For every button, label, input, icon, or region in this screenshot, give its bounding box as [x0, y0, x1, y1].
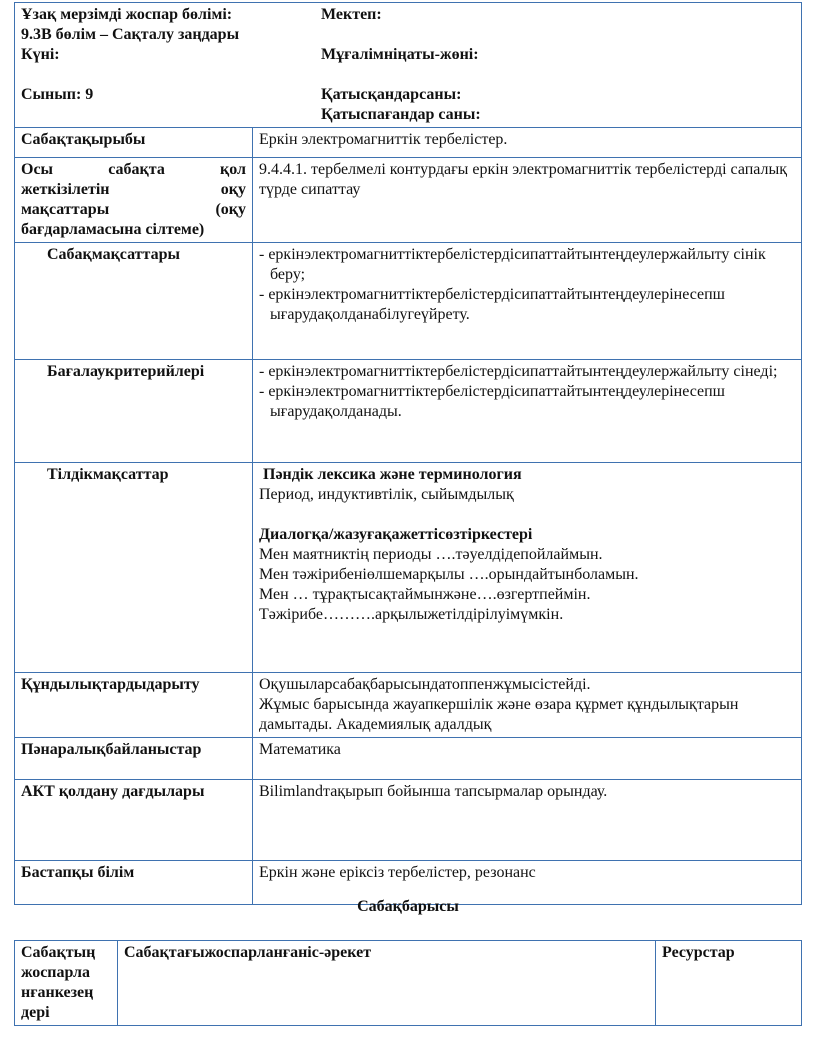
plan-header-activity: Сабақтағыжоспарланғаніс-әрекет — [118, 941, 656, 1026]
vocab-text: Период, индуктивтілік, сыйымдылық — [259, 486, 514, 503]
topic-label: Сабақтақырыбы — [15, 128, 253, 158]
phrase: Тәжірибе……….арқылыжетілдірілуімүмкін. — [259, 606, 564, 623]
criteria-item: - еркінэлектромагниттіктербелістердісипаттайтынтеңдеулерінесепш ығарудақолданады. — [259, 383, 725, 420]
school-label: Мектеп: — [321, 6, 382, 23]
prior-label: Бастапқы білім — [15, 861, 253, 905]
ict-value: Bilimlandтақырып бойынша тапсырмалар орындау. — [253, 780, 802, 861]
goals-value — [253, 243, 802, 360]
ict-label: АКТ қолдану дағдылары — [15, 780, 253, 861]
goals-label: Сабақмақсаттары — [15, 243, 253, 360]
plan-header-resources: Ресурстар — [656, 941, 802, 1026]
values-value: Оқушыларсабақбарысындатоппенжұмысістейді. Жұмыс барысында жауапкершілік және өзара құрмет құндылықтарын дамытады. Академиялық адалдық — [253, 673, 802, 738]
absent-label: Қатыспағандар саны: — [321, 106, 481, 123]
values-label: Құндылықтардыдарыту — [15, 673, 253, 738]
language-label: Тілдікмақсаттар — [15, 463, 253, 673]
plan-header-stage: Сабақтың жоспарла нғанкезең дері — [15, 941, 118, 1026]
objectives-value: 9.4.4.1. тербелмелі контурдағы еркін электромагниттік тербелістерді сапалық түрде сипаттау — [253, 158, 802, 243]
header-cell — [15, 3, 802, 128]
goal-item: - еркінэлектромагниттіктербелістердісипаттайтынтеңдеулерінесепш ығарудақолданабілугеүйрету. — [259, 286, 725, 323]
section-title: Сабақбарысы — [357, 898, 459, 915]
vocab-heading: Пәндік лексика және терминология — [263, 466, 522, 483]
lesson-plan-table — [14, 2, 802, 905]
topic-value: Еркін электромагниттік тербелістер. — [253, 128, 802, 158]
cross-label: Пәнаралықбайланыстар — [15, 738, 253, 780]
objectives-label: Осы сабақта қол жеткізілетін оқу мақсаттары (оқу бағдарламасына сілтеме) — [15, 158, 253, 243]
cross-value: Математика — [253, 738, 802, 780]
unit-value: 9.3В бөлім – Сақталу заңдары — [21, 26, 240, 43]
prior-value: Еркін және еріксіз тербелістер, резонанс — [253, 861, 802, 905]
goal-item: - еркінэлектромагниттіктербелістердісипаттайтынтеңдеулержайлыту сінік беру; — [259, 246, 766, 283]
phrase: Мен тәжірибеніөлшемарқылы ….орындайтынболамын. — [259, 566, 639, 583]
phrase: Мен маятниктің периоды ….тәуелдідепойлаймын. — [259, 546, 603, 563]
language-value — [253, 463, 802, 673]
teacher-label: Мұғалімніңаты-жөні: — [321, 46, 479, 63]
date-label: Күні: — [21, 46, 60, 63]
criteria-value — [253, 360, 802, 463]
criteria-label: Бағалаукритерийлері — [15, 360, 253, 463]
plan-table — [14, 940, 802, 1026]
phrases-heading: Диалогқа/жазуғақажеттісөзтіркестері — [259, 526, 533, 543]
criteria-item: - еркінэлектромагниттіктербелістердісипаттайтынтеңдеулержайлыту сінеді; — [259, 363, 778, 380]
class-label: Сынып: 9 — [21, 86, 94, 103]
phrase: Мен … тұрақтысақтаймынжәне….өзгертпеймін. — [259, 586, 591, 603]
unit-label: Ұзақ мерзімді жоспар бөлімі: — [21, 6, 233, 23]
present-label: Қатысқандарсаны: — [321, 86, 462, 103]
